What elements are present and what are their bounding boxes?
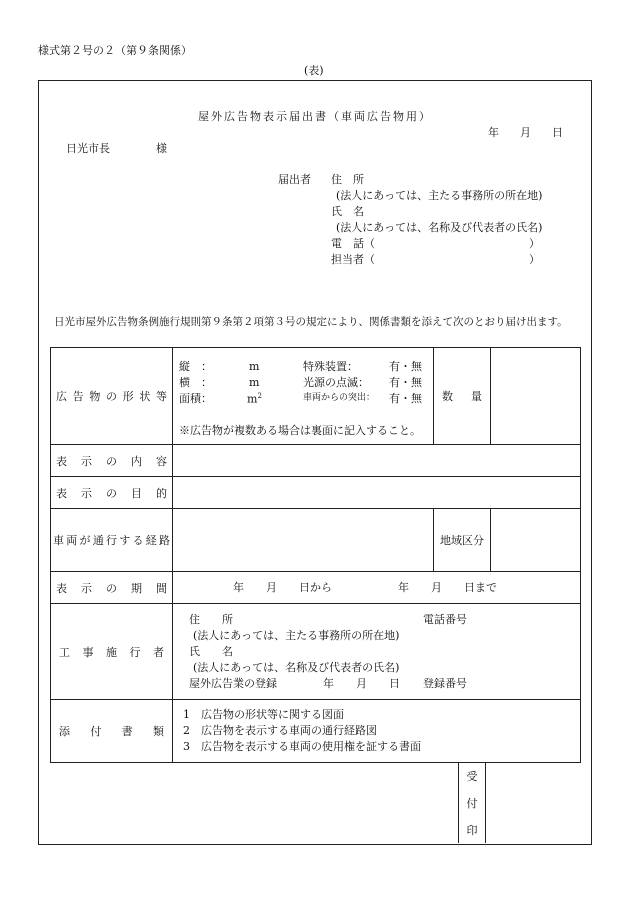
receipt-stamp-area[interactable] [485, 763, 589, 843]
addressee-suffix: 様 [156, 142, 167, 155]
applicant-address-note: (法人にあっては、主たる事務所の所在地) [336, 189, 543, 202]
period-from: 年 月 日から [233, 580, 332, 594]
zone-input[interactable] [491, 509, 581, 572]
form-number: 様式第２号の２（第９条関係） [38, 44, 192, 57]
side-label: (表) [304, 64, 324, 77]
area-label: 面積： [179, 392, 212, 405]
receipt-char: 付 [466, 796, 478, 810]
attachment-item: 2 広告物を表示する車両の通行経路図 [183, 724, 377, 738]
attachments-cell [173, 700, 581, 763]
receipt-stamp-column [458, 763, 486, 843]
row-purpose [51, 477, 581, 509]
purpose-input[interactable] [173, 477, 581, 509]
contractor-registration-date: 年 月 日 [323, 677, 400, 690]
vertical-unit: m [249, 360, 260, 373]
protrusion-label: 車両からの突出： [303, 393, 376, 403]
period-label: 表示の期間 [51, 572, 173, 604]
row-shape [51, 348, 581, 445]
period-to: 年 月 日まで [398, 580, 497, 594]
applicant-name-note: (法人にあっては、名称及び代表者の氏名) [336, 221, 543, 234]
attachment-item: 1 広告物の形状等に関する図面 [183, 708, 344, 722]
row-period [51, 572, 581, 604]
quantity-label: 数 量 [434, 348, 491, 445]
vertical-label: 縦 ： [179, 360, 212, 373]
receipt-char: 受 [466, 770, 478, 784]
content-input[interactable] [173, 445, 581, 477]
date-month: 月 [520, 126, 531, 139]
row-attachments [51, 700, 581, 763]
form-table [50, 347, 581, 763]
applicant-phone-label: 電 話（ [331, 237, 375, 250]
shape-label: 広告物の形状等 [51, 348, 173, 445]
period-cell[interactable] [173, 572, 581, 604]
purpose-label: 表示の目的 [51, 477, 173, 509]
contractor-address-label: 住 所 [189, 613, 233, 626]
contractor-address-note: (法人にあっては、主たる事務所の所在地) [193, 629, 400, 642]
contractor-registration-number: 登録番号 [423, 677, 467, 690]
intro-text: 日光市屋外広告物条例施行規則第９条第２項第３号の規定により、関係書類を添えて次のとおり届け出ます。 [54, 316, 568, 328]
applicant-contact-label: 担当者（ [331, 253, 375, 266]
contractor-phone-label: 電話番号 [423, 613, 467, 626]
route-label: 車両が通行する経路 [51, 509, 173, 572]
contractor-name-note: (法人にあっては、名称及び代表者の氏名) [193, 661, 400, 674]
addressee-name: 日光市長 [66, 142, 110, 155]
date-year: 年 [488, 126, 499, 139]
shape-note: ※広告物が複数ある場合は裏面に記入すること。 [179, 424, 421, 437]
contractor-name-label: 氏 名 [189, 645, 233, 658]
applicant-name-label: 氏 名 [331, 205, 364, 218]
protrusion-choice[interactable]: 有・無 [389, 392, 422, 405]
light-flash-label: 光源の点滅： [303, 376, 369, 389]
special-device-label: 特殊装置： [303, 360, 358, 373]
receipt-char: 印 [466, 823, 478, 837]
shape-cell [173, 348, 434, 445]
contractor-label: 工事施行者 [51, 604, 173, 700]
content-label: 表示の内容 [51, 445, 173, 477]
zone-label: 地域区分 [434, 509, 491, 572]
light-flash-choice[interactable]: 有・無 [389, 376, 422, 389]
attachment-item: 3 広告物を表示する車両の使用権を証する書面 [183, 739, 421, 753]
applicant-phone-close: ） [529, 237, 540, 250]
horizontal-label: 横 ： [179, 376, 212, 389]
row-contractor [51, 604, 581, 700]
quantity-input[interactable] [491, 348, 581, 445]
row-route [51, 509, 581, 572]
route-input[interactable] [173, 509, 434, 572]
applicant-address-label: 住 所 [331, 173, 364, 186]
date-day: 日 [552, 126, 563, 139]
contractor-registration-label: 屋外広告業の登録 [189, 677, 277, 690]
contractor-cell[interactable] [173, 604, 581, 700]
applicant-label: 届出者 [278, 173, 311, 186]
attachments-label: 添付書類 [51, 700, 173, 763]
horizontal-unit: m [249, 376, 260, 389]
special-device-choice[interactable]: 有・無 [389, 360, 422, 373]
area-unit: $m^2$ [247, 392, 262, 406]
applicant-contact-close: ） [529, 253, 540, 266]
row-content [51, 445, 581, 477]
form-title: 屋外広告物表示届出書（車両広告物用） [198, 110, 432, 123]
